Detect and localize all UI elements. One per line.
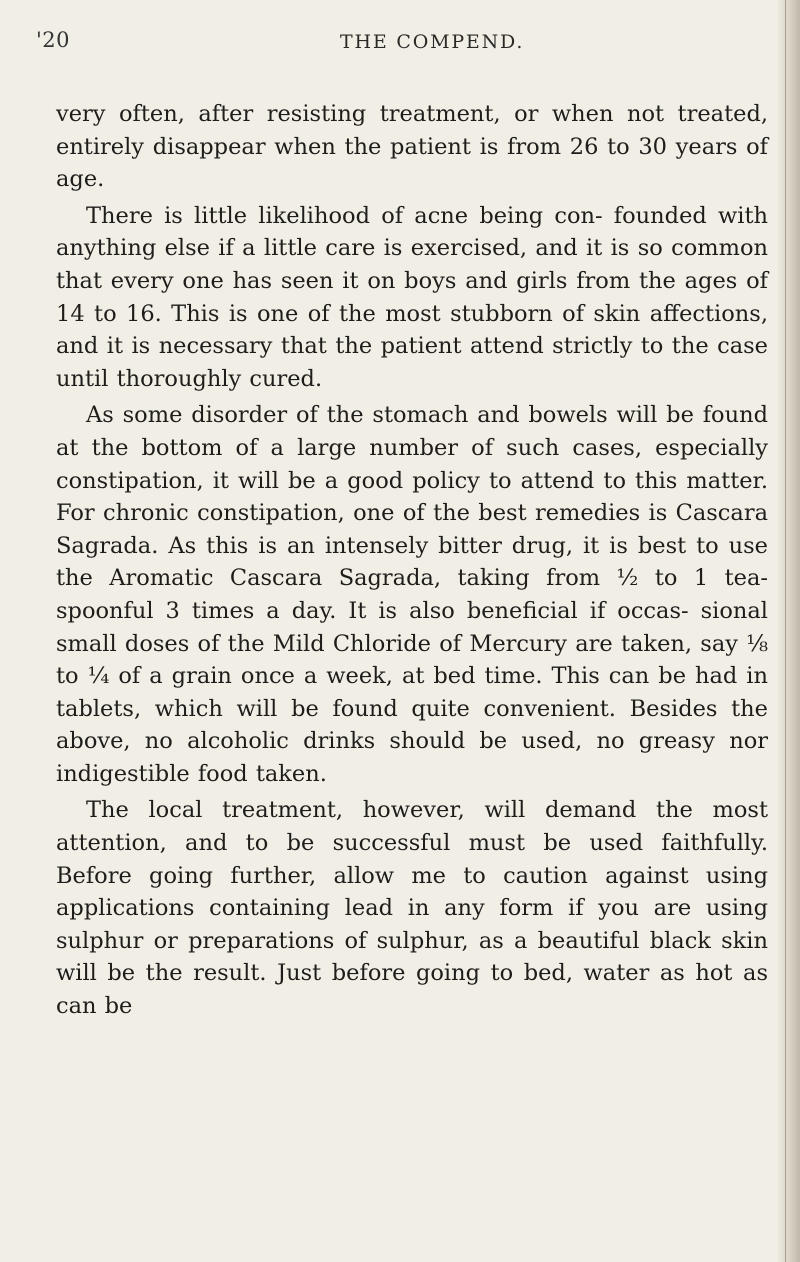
page-edge xyxy=(778,0,800,1262)
paragraph-local-treatment: The local treatment, however, will demand the most attention, and to be successful must be used faithfully. Before going further, allow me to caution against using applications containing lead in any form if you are using sulphur or preparations of sulphur, as a beautiful black skin will be the result. Just before going to bed, water as hot as can be xyxy=(56,797,768,1020)
page-number: '20 xyxy=(36,28,70,52)
paragraph-constipation-remedies: As some disorder of the stomach and bowels will be found at the bottom of a large number of such cases, especially constipation, it will be a good policy to attend to this matter. For chronic constipation, one of the best remedies is Cascara Sagrada. As this is an intensely bitter drug, it is best to use the Aromatic Cascara Sagrada, taking from ½ to 1 tea- spoonful 3 times a day. It is also beneficial if occas- sional small doses of the Mild Chloride of Mercury are taken, say ⅛ to ¼ of a grain once a week, at bed time. This can be had in tablets, which will be found quite convenient. Besides the above, no alcoholic drinks should be used, no greasy nor indigestible food taken. xyxy=(56,402,768,787)
running-title: THE COMPEND. xyxy=(340,31,525,53)
paragraph-continuation: very often, after resisting treatment, or when not treated, entirely disappear when the patient is from 26 to 30 years of age. xyxy=(56,101,768,193)
paragraph-acne-diagnosis: There is little likelihood of acne being con- founded with anything else if a little care is exercised, and it is so common that every one has seen it on boys and girls from the ages of 14 to 16. This is one of the most stubborn of skin affections, and it is necessary that the patient attend strictly to the case until thoroughly cured. xyxy=(56,202,768,392)
body-text xyxy=(56,98,768,1023)
running-head xyxy=(0,20,800,60)
page-edge-line xyxy=(785,0,786,1262)
